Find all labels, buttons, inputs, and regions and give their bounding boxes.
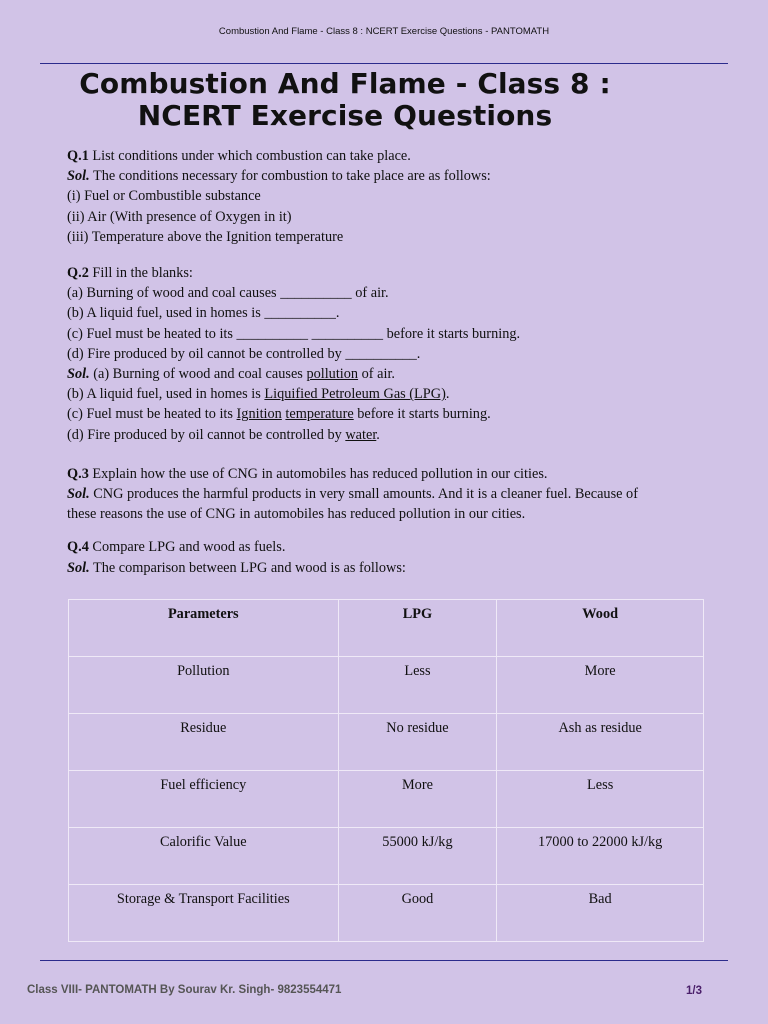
- bottom-divider: [40, 960, 728, 961]
- table-row: [69, 771, 704, 828]
- table-row: [69, 828, 704, 885]
- table-cell: Fuel efficiency: [69, 771, 339, 828]
- table-row: [69, 714, 704, 771]
- q2-answer-b: (b) A liquid fuel, used in homes is Liquified Petroleum Gas (LPG).: [67, 386, 450, 403]
- page-title: [40, 68, 650, 132]
- comparison-table: [68, 599, 704, 942]
- q2-blank: (a) Burning of wood and coal causes __________ of air.: [67, 285, 389, 302]
- q2-answer-d: (d) Fire produced by oil cannot be controlled by water.: [67, 426, 380, 443]
- q1-sol-text: The conditions necessary for combustion to take place are as follows:: [89, 168, 491, 185]
- title-line-2: NCERT Exercise Questions: [137, 99, 553, 132]
- table-row: [69, 885, 704, 942]
- header-wood: Wood: [497, 600, 704, 657]
- answer-ignition: Ignition: [236, 406, 282, 423]
- table-cell: 17000 to 22000 kJ/kg: [497, 828, 704, 885]
- q3-solution: Sol. CNG produces the harmful products in very small amounts. And it is a cleaner fuel. Because of: [67, 486, 638, 503]
- sol-label: Sol.: [67, 559, 90, 576]
- q2-text: Fill in the blanks:: [88, 265, 193, 282]
- header-lpg: LPG: [338, 600, 497, 657]
- q2-answer-a: Sol. (a) Burning of wood and coal causes pollution of air.: [67, 366, 395, 383]
- table-cell: Less: [497, 771, 704, 828]
- answer-temperature: temperature: [285, 406, 354, 423]
- title-line-1: Combustion And Flame - Class 8 :: [79, 67, 611, 100]
- answer-lpg: Liquified Petroleum Gas (LPG): [264, 386, 446, 403]
- q4-question: [67, 537, 707, 557]
- table-cell: Calorific Value: [69, 828, 339, 885]
- q2-number: Q.2: [67, 265, 89, 282]
- q1-point: (i) Fuel or Combustible substance: [67, 188, 261, 205]
- q2-blank: (b) A liquid fuel, used in homes is __________.: [67, 305, 340, 322]
- table-cell: Less: [338, 657, 497, 714]
- page-number: 1/3: [686, 985, 702, 997]
- q4-number: Q.4: [67, 539, 89, 556]
- q3-solution-cont: these reasons the use of CNG in automobiles has reduced pollution in our cities.: [67, 506, 526, 523]
- sol-label: Sol.: [67, 366, 90, 383]
- q1-text: List conditions under which combustion can take place.: [88, 148, 411, 164]
- answer-water: water: [345, 426, 377, 443]
- q3-question: [67, 464, 707, 484]
- table-cell: Ash as residue: [497, 714, 704, 771]
- running-header: Combustion And Flame - Class 8 : NCERT Exercise Questions - PANTOMATH: [218, 26, 550, 37]
- q2-answer-c: (c) Fuel must be heated to its Ignition temperature before it starts burning.: [67, 406, 491, 423]
- q4-text: Compare LPG and wood as fuels.: [88, 539, 286, 556]
- q1-question: [67, 146, 707, 166]
- q4-solution: Sol. The comparison between LPG and wood is as follows:: [67, 559, 406, 576]
- header-parameters: Parameters: [69, 600, 339, 657]
- q1-solution: [67, 166, 707, 186]
- top-divider: [40, 63, 728, 64]
- table-row: [69, 657, 704, 714]
- q2-blank: (d) Fire produced by oil cannot be controlled by __________.: [67, 345, 421, 362]
- table-cell: No residue: [338, 714, 497, 771]
- table-cell: 55000 kJ/kg: [338, 828, 497, 885]
- q3-number: Q.3: [67, 465, 89, 482]
- table-cell: Residue: [69, 714, 339, 771]
- document-body: [67, 146, 707, 578]
- table-cell: Storage & Transport Facilities: [69, 885, 339, 942]
- footer-credit: Class VIII- PANTOMATH By Sourav Kr. Singh- 9823554471: [27, 984, 342, 996]
- table-cell: Good: [338, 885, 497, 942]
- sol-label: Sol.: [67, 486, 90, 503]
- q1-number: Q.1: [67, 148, 89, 164]
- q1-point: (ii) Air (With presence of Oxygen in it): [67, 208, 292, 225]
- q2-question: [67, 263, 707, 283]
- table-cell: More: [338, 771, 497, 828]
- table-cell: Bad: [497, 885, 704, 942]
- answer-pollution: pollution: [306, 366, 359, 383]
- table-cell: More: [497, 657, 704, 714]
- q3-text: Explain how the use of CNG in automobiles has reduced pollution in our cities.: [88, 465, 548, 482]
- table-header-row: [69, 600, 704, 657]
- table-cell: Pollution: [69, 657, 339, 714]
- sol-label: Sol.: [67, 168, 90, 185]
- q1-point: (iii) Temperature above the Ignition temperature: [67, 228, 344, 245]
- q2-blank: (c) Fuel must be heated to its __________ __________ before it starts burning.: [67, 325, 521, 342]
